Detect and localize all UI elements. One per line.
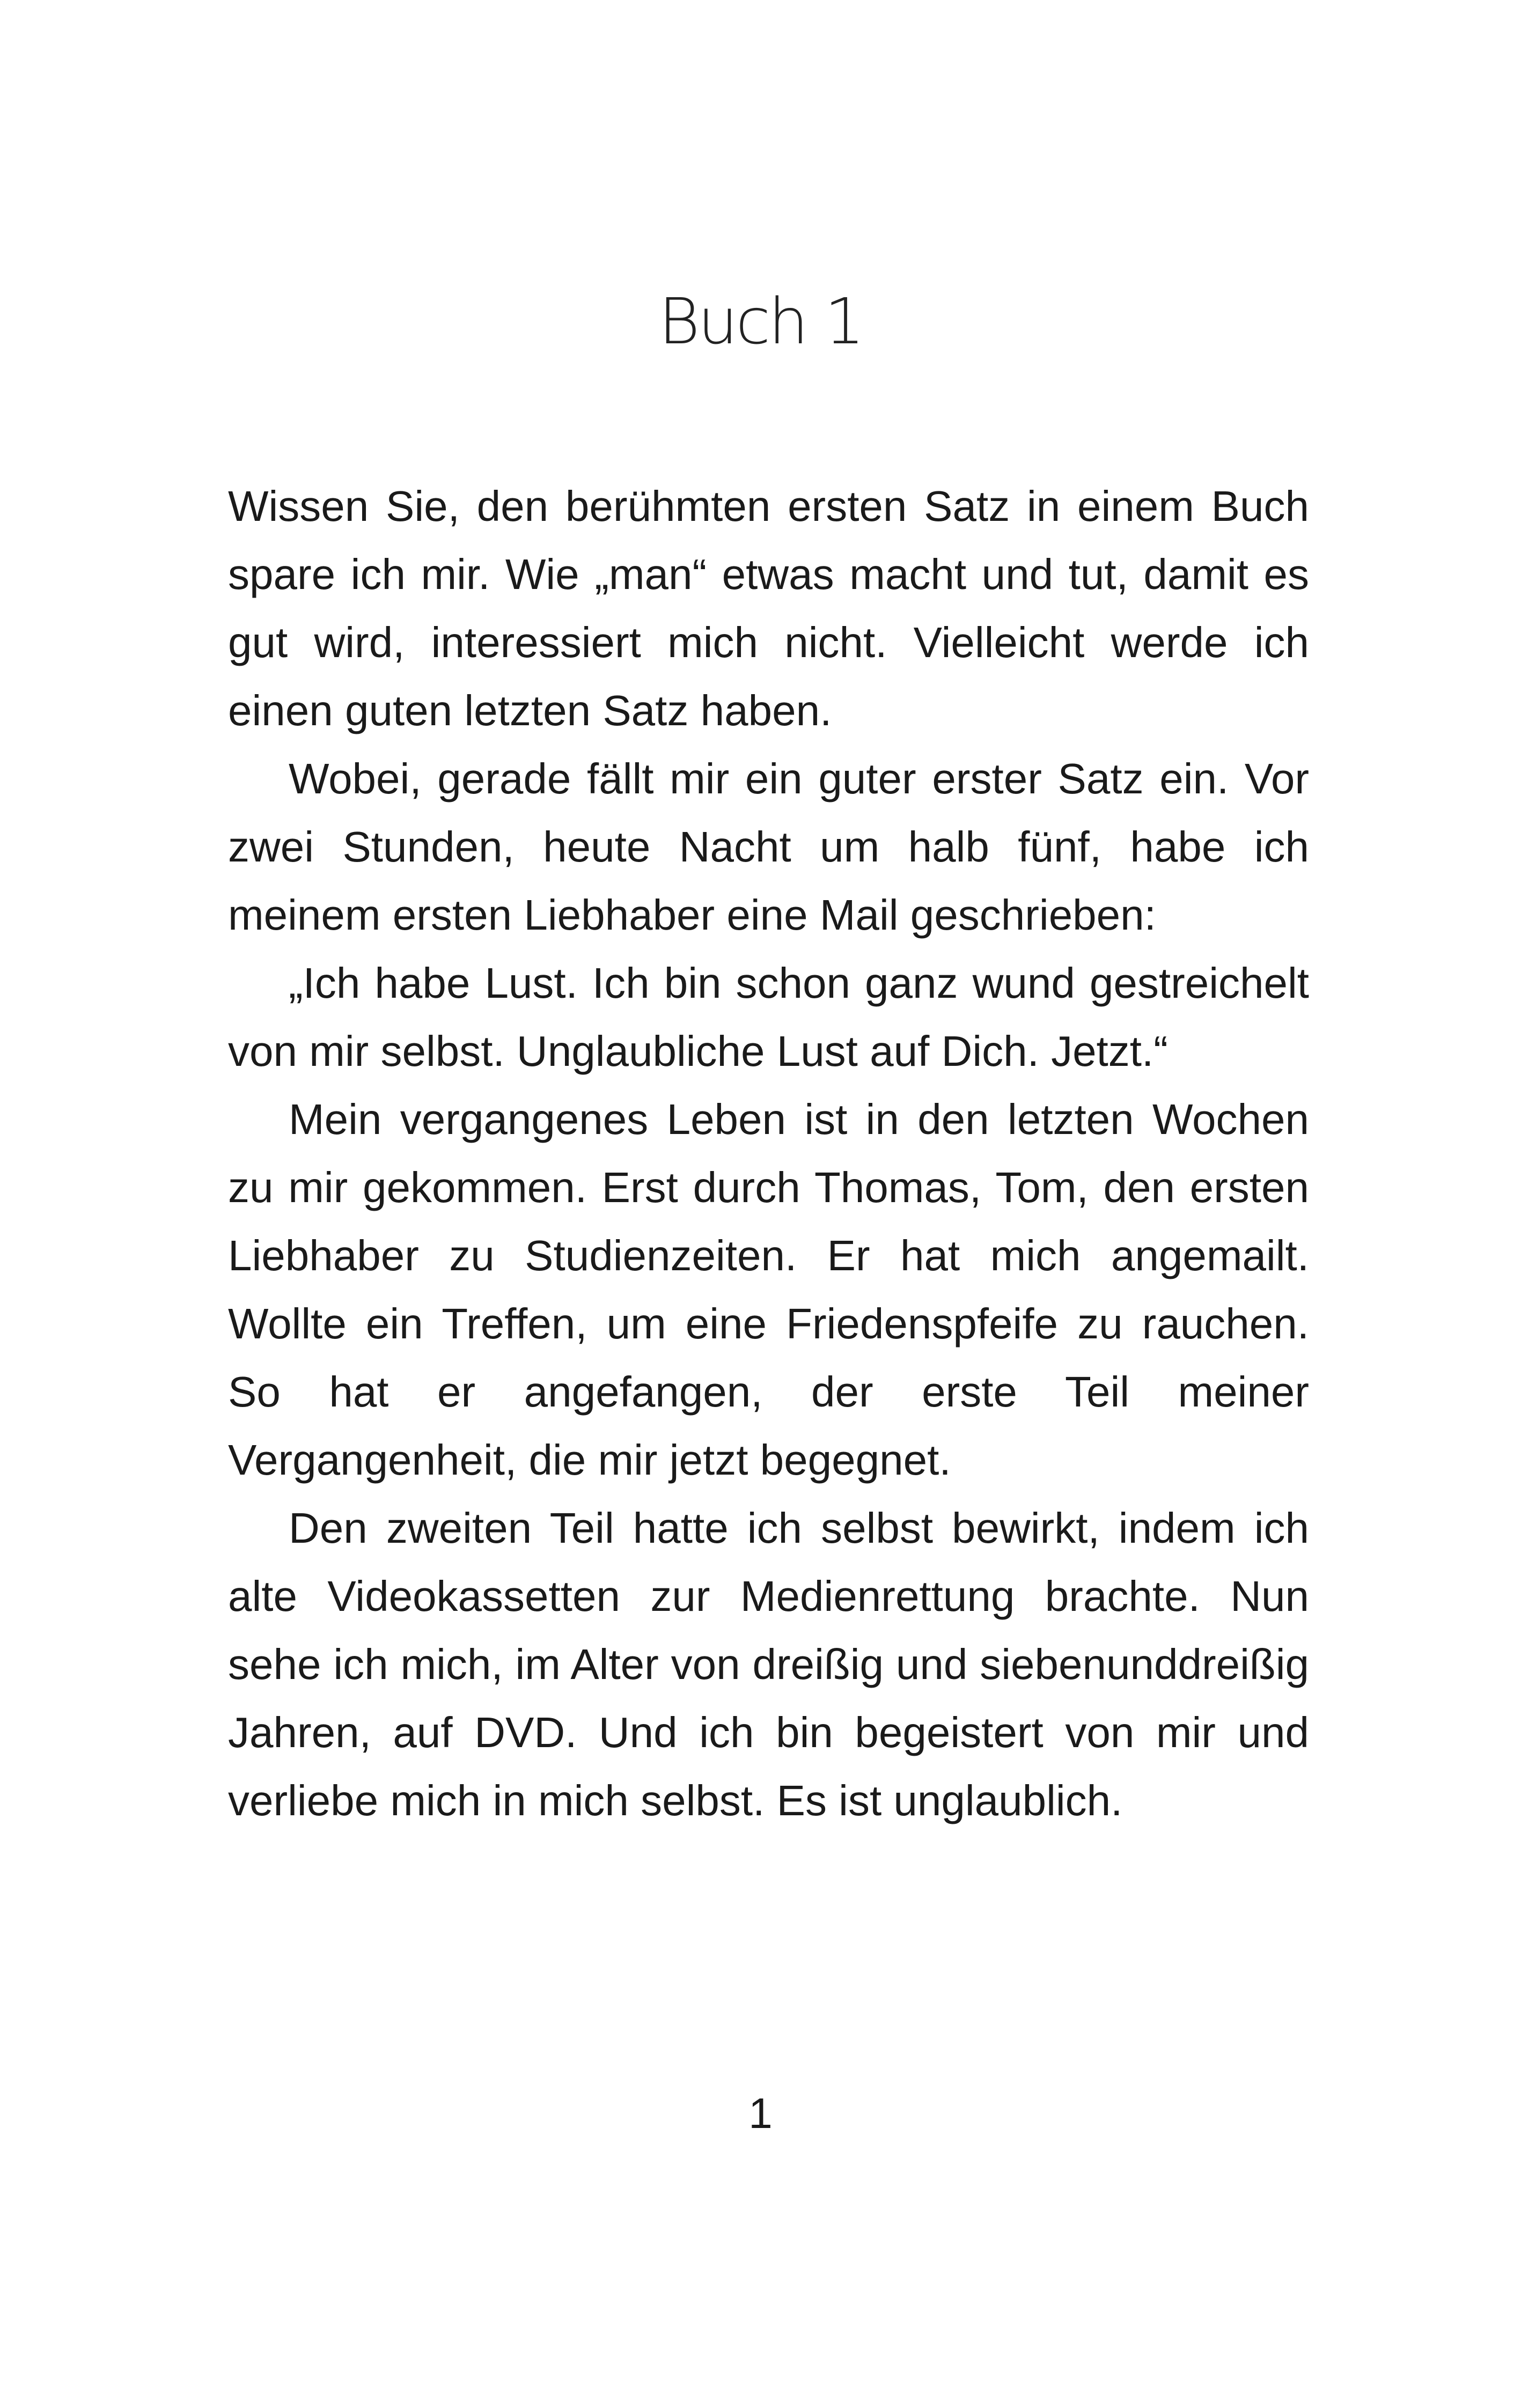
page-number: 1: [748, 2089, 773, 2137]
paragraph-4: Mein vergangenes Leben ist in den letzten Wochen zu mir gekommen. Erst durch Thomas, Tom, den ersten Liebhaber zu Studienzeiten. Er hat mich angemailt. Wollte ein Treffen, um eine Friedenspfeife zu rauchen. So hat er angefangen, der erste Teil meiner Vergangenheit, die mir jetzt begegnet.: [228, 1095, 1309, 1484]
paragraph-3: „Ich habe Lust. Ich bin schon ganz wund gestreichelt von mir selbst. Unglaubliche Lust auf Dich. Jetzt.“: [228, 959, 1309, 1075]
paragraph-5: Den zweiten Teil hatte ich selbst bewirkt, indem ich alte Videokassetten zur Medienrettung brachte. Nun sehe ich mich, im Alter von dreißig und siebenunddreißig Jahren, auf DVD. Und ich bin begeistert von mir und verliebe mich in mich selbst. Es ist unglaublich.: [228, 1504, 1309, 1824]
chapter-title: Buch 1: [658, 284, 863, 358]
paragraph-2: Wobei, gerade fällt mir ein guter erster Satz ein. Vor zwei Stunden, heute Nacht um halb fünf, habe ich meinem ersten Liebhaber eine Mail geschrieben:: [228, 755, 1309, 939]
paragraph-1: Wissen Sie, den berühmten ersten Satz in einem Buch spare ich mir. Wie „man“ etwas macht und tut, damit es gut wird, interessiert mich nicht. Vielleicht werde ich einen guten letzten Satz haben.: [228, 482, 1309, 734]
body-text: [228, 472, 1309, 1835]
